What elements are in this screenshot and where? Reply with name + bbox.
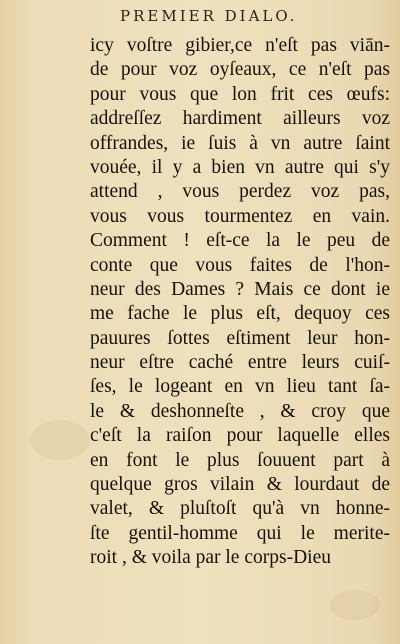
text-line: vouée, il y a bien vn autre qui s'y	[90, 156, 390, 178]
text-line: ſte gentil-homme qui le merite-	[90, 522, 390, 544]
text-line: neur des Dames ? Mais ce dont ie	[90, 278, 390, 300]
text-line: c'eſt la raiſon pour laquelle elles	[90, 425, 390, 447]
text-line: ſes, le logeant en vn lieu tant ſa-	[90, 376, 390, 398]
text-line: quelque gros vilain & lourdaut de	[90, 474, 390, 496]
text-line: offrandes, ie ſuis à vn autre ſaint	[90, 132, 390, 154]
text-line: icy voſtre gibier,ce n'eſt pas viān-	[90, 35, 390, 56]
text-line: me fache le plus eſt, dequoy ces	[90, 303, 390, 325]
text-line: de pour voz oyſeaux, ce n'eſt pas	[90, 59, 390, 81]
text-line: roit , & voila par le corps-Dieu	[90, 547, 331, 569]
text-line: neur eſtre caché entre leurs cuiſ-	[90, 352, 390, 374]
text-line: le & deshonneſte , & croy que	[90, 400, 390, 422]
text-line: pauures ſottes eſtiment leur hon-	[90, 327, 390, 349]
body-text	[90, 34, 390, 571]
text-line: valet, & pluſtoſt qu'à vn honne-	[90, 498, 390, 520]
text-line: conte que vous faites de l'hon-	[90, 254, 390, 276]
text-line: pour vous que lon frit ces œufs:	[90, 83, 390, 105]
text-line: addreſſez hardiment ailleurs voz	[90, 108, 390, 130]
running-head: PREMIER DIALO.	[120, 7, 298, 25]
paper-stain	[330, 590, 380, 620]
text-line: vous vous tourmentez en vain.	[90, 205, 390, 227]
paper-stain	[30, 420, 90, 460]
text-line: Comment ! eſt-ce la le peu de	[90, 230, 390, 252]
text-line: en font le plus ſouuent part à	[90, 449, 390, 471]
text-line: attend , vous perdez voz pas,	[90, 181, 390, 203]
